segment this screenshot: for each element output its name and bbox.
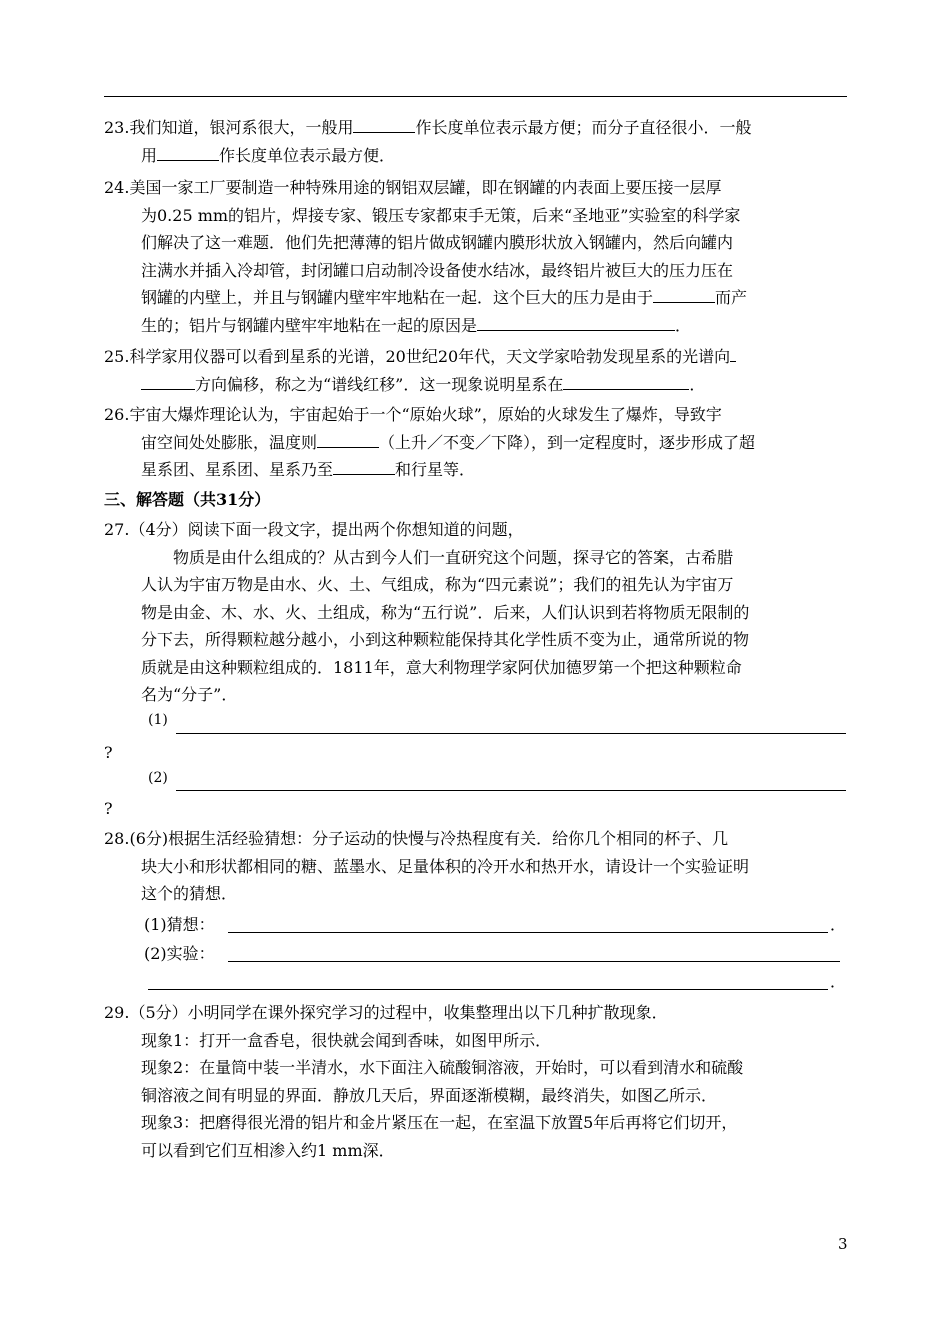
- question-text: 钢罐的内壁上，并且与钢罐内壁牢牢地粘在一起．这个巨大的压力是由于: [141, 288, 654, 307]
- header-rule: [104, 96, 847, 97]
- question-23: [104, 114, 852, 169]
- question-text: （上升／不变／下降），到一定程度时，逐步形成了超: [379, 432, 756, 452]
- question-24: [104, 174, 852, 339]
- question-mark: ?: [104, 799, 113, 818]
- phenomenon-text: 现象1：打开一盒香皂，很快就会闻到香味，如图甲所示．: [141, 1030, 552, 1050]
- question-text: 方向偏移，称之为“谱线红移”．这一现象说明星系在: [195, 374, 564, 394]
- answer-blank[interactable]: [563, 372, 689, 390]
- passage-text: 人认为宇宙万物是由水、火、土、气组成，称为“四元素说”；我们的祖先认为宇宙万: [141, 575, 734, 594]
- answer-blank[interactable]: [477, 313, 675, 331]
- question-text: 注满水并插入冷却管，封闭罐口启动制冷设备使水结冰，最终铝片被巨大的压力压在: [141, 260, 734, 280]
- question-text: 美国一家工厂要制造一种特殊用途的钢铝双层罐，即在钢罐的内表面上要压接一层厚: [129, 178, 722, 197]
- sub-question-label: (2): [148, 770, 168, 786]
- question-text: 作长度单位表示最方便；而分子直径很小．一般: [415, 118, 752, 137]
- question-text: ．: [689, 374, 706, 394]
- question-number: 24.: [104, 178, 130, 197]
- question-text: 星系团、星系团、星系乃至: [141, 460, 334, 479]
- question-text: （5分）小明同学在课外探究学习的过程中，收集整理出以下几种扩散现象．: [129, 1003, 668, 1022]
- sub-question-label: (1): [148, 712, 168, 728]
- question-number: 25.: [104, 347, 130, 366]
- answer-blank[interactable]: [157, 143, 219, 161]
- question-29: [104, 999, 852, 1164]
- question-text: 和行星等．: [395, 460, 476, 479]
- question-number: 26.: [104, 405, 130, 424]
- question-text: 块大小和形状都相同的糖、蓝墨水、足量体积的冷开水和热开水，请设计一个实验证明: [141, 856, 750, 876]
- question-25: [104, 343, 852, 398]
- question-text: 而产: [715, 288, 748, 307]
- answer-blank[interactable]: [317, 430, 379, 448]
- answer-line[interactable]: [176, 733, 846, 734]
- answer-blank[interactable]: [730, 344, 736, 362]
- guess-label: (1)猜想：: [144, 915, 215, 934]
- section-heading: 三、解答题（共31分）: [104, 490, 271, 509]
- phenomenon-text: 铜溶液之间有明显的界面．静放几天后，界面逐渐模糊，最终消失，如图乙所示．: [141, 1085, 718, 1105]
- period: ．: [830, 915, 847, 934]
- question-text: 科学家用仪器可以看到星系的光谱，20世纪20年代，天文学家哈勃发现星系的光谱向: [129, 347, 731, 366]
- question-text: 生的；铝片与钢罐内壁牢牢地粘在一起的原因是: [141, 315, 478, 335]
- passage-text: 物是由金、木、水、火、土组成，称为“五行说”．后来，人们认识到若将物质无限制的: [141, 602, 750, 622]
- question-number: 28.: [104, 829, 130, 848]
- question-26: [104, 401, 852, 484]
- question-mark: ?: [104, 743, 113, 762]
- question-text: 作长度单位表示最方便．: [219, 145, 396, 165]
- question-text: 宙空间处处膨胀，温度则: [141, 432, 318, 452]
- passage-text: 物质是由什么组成的？从古到今人们一直研究这个问题，探寻它的答案，古希腊: [173, 547, 734, 567]
- question-text: 为0.25 mm的铝片，焊接专家、锻压专家都束手无策，后来“圣地亚”实验室的科学家: [141, 205, 741, 225]
- question-number: 27.: [104, 520, 130, 539]
- answer-line[interactable]: [176, 790, 846, 791]
- question-text: （4分）阅读下面一段文字，提出两个你想知道的问题，: [129, 520, 524, 539]
- question-text: 用: [141, 145, 158, 165]
- passage-text: 质就是由这种颗粒组成的．1811年，意大利物理学家阿伏加德罗第一个把这种颗粒命: [141, 657, 742, 677]
- page-number: 3: [838, 1235, 848, 1253]
- answer-line[interactable]: [148, 989, 828, 990]
- answer-blank[interactable]: [141, 372, 195, 390]
- answer-line[interactable]: [228, 932, 828, 933]
- answer-blank[interactable]: [653, 285, 715, 303]
- experiment-label: (2)实验：: [144, 944, 215, 963]
- phenomenon-text: 可以看到它们互相渗入约1 mm深．: [141, 1140, 395, 1160]
- answer-blank[interactable]: [353, 115, 415, 133]
- question-text: 我们知道，银河系很大，一般用: [129, 118, 354, 137]
- question-number: 29.: [104, 1003, 130, 1022]
- passage-text: 分下去，所得颗粒越分越小，小到这种颗粒能保持其化学性质不变为止，通常所说的物: [141, 630, 750, 649]
- question-text: 这个的猜想．: [141, 884, 238, 903]
- question-number: 23.: [104, 118, 130, 137]
- question-27: [104, 516, 852, 709]
- question-text: ．: [675, 315, 692, 335]
- question-text: 们解决了这一难题．他们先把薄薄的铝片做成钢罐内膜形状放入钢罐内，然后向罐内: [141, 233, 734, 252]
- phenomenon-text: 现象2：在量筒中装一半清水，水下面注入硫酸铜溶液，开始时，可以看到清水和硫酸: [141, 1058, 744, 1077]
- passage-text: 名为“分子”．: [141, 685, 238, 704]
- answer-blank[interactable]: [333, 457, 395, 475]
- question-text: 宇宙大爆炸理论认为，宇宙起始于一个“原始火球”，原始的火球发生了爆炸，导致宇: [129, 405, 722, 424]
- phenomenon-text: 现象3：把磨得很光滑的铝片和金片紧压在一起，在室温下放置5年后再将它们切开，: [141, 1113, 738, 1132]
- question-28: [104, 825, 852, 908]
- question-text: (6分)根据生活经验猜想：分子运动的快慢与冷热程度有关．给你几个相同的杯子、几: [129, 829, 729, 848]
- answer-line[interactable]: [228, 961, 840, 962]
- period: ．: [830, 972, 847, 991]
